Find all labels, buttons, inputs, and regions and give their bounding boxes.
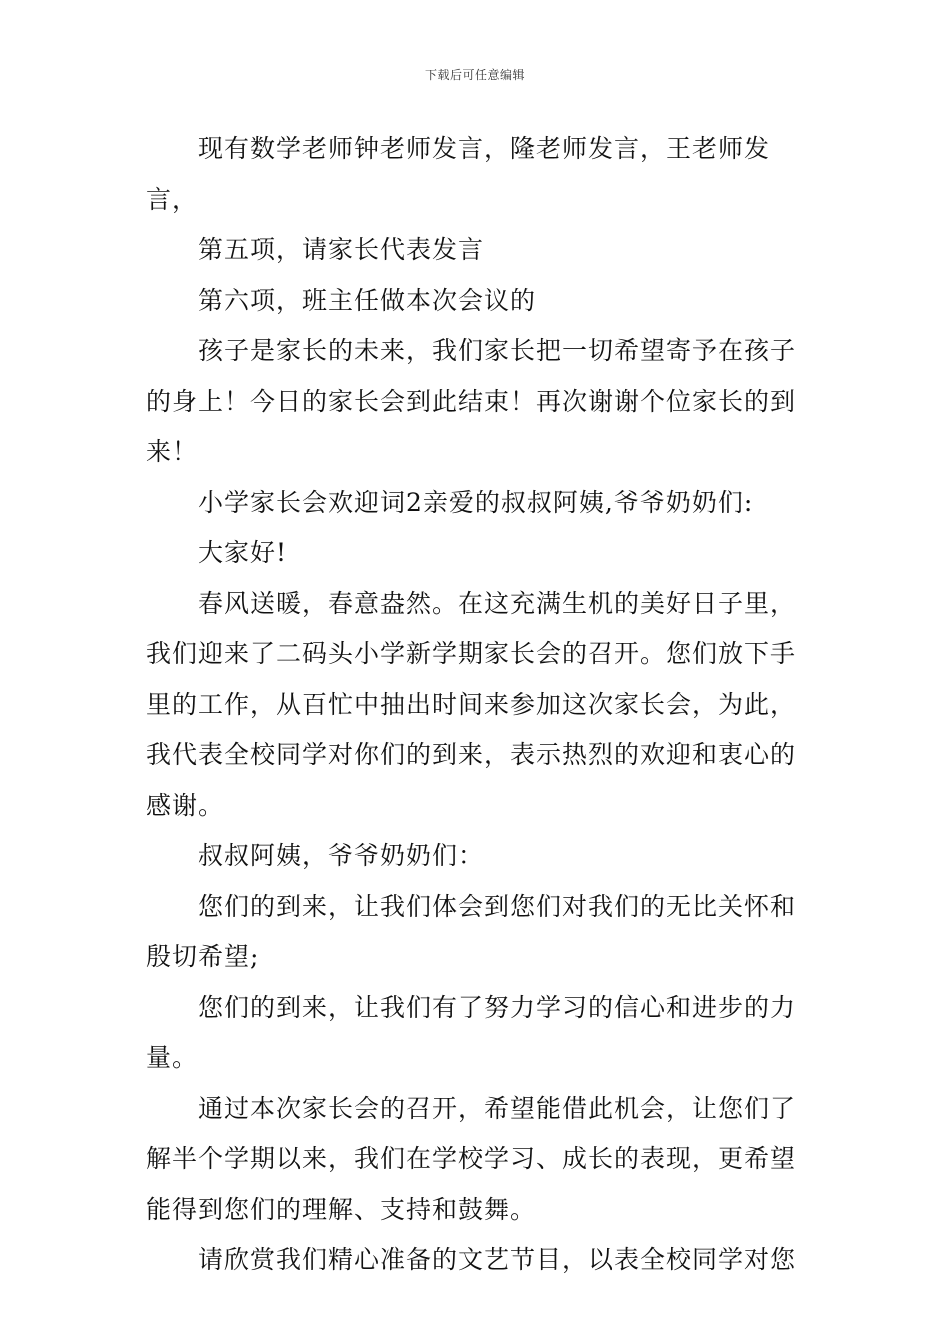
paragraph: 春风送暖，春意盎然。在这充满生机的美好日子里，我们迎来了二码头小学新学期家长会的召开。您们放下手里的工作，从百忙中抽出时间来参加这次家长会，为此，我代表全校同学对你们的到来，表示热烈的欢迎和衷心的感谢。 (146, 588, 797, 820)
paragraph: 小学家长会欢迎词2亲爱的叔叔阿姨,爷爷奶奶们: (198, 487, 754, 517)
paragraph: 叔叔阿姨，爷爷奶奶们： (198, 841, 485, 870)
paragraph: 现有数学老师钟老师发言，隆老师发言，王老师发言， (146, 134, 771, 214)
paragraph: 第五项，请家长代表发言 (198, 235, 485, 264)
paragraph: 您们的到来，让我们体会到您们对我们的无比关怀和殷切希望; (146, 891, 797, 971)
header-note: 下载后可任意编辑 (424, 68, 525, 82)
paragraph: 孩子是家长的未来，我们家长把一切希望寄予在孩子的身上！今日的家长会到此结束！再次谢谢个位家长的到来！ (146, 336, 797, 466)
paragraph: 大家好! (198, 538, 288, 567)
paragraph: 第六项，班主任做本次会议的 (198, 285, 537, 315)
paragraph: 请欣赏我们精心准备的文艺节目，以表全校同学对您 (198, 1245, 797, 1274)
document-body (146, 124, 810, 1286)
paragraph: 通过本次家长会的召开，希望能借此机会，让您们了解半个学期以来，我们在学校学习、成长的表现，更希望能得到您们的理解、支持和鼓舞。 (146, 1093, 797, 1224)
paragraph: 您们的到来，让我们有了努力学习的信心和进步的力量。 (146, 992, 797, 1072)
